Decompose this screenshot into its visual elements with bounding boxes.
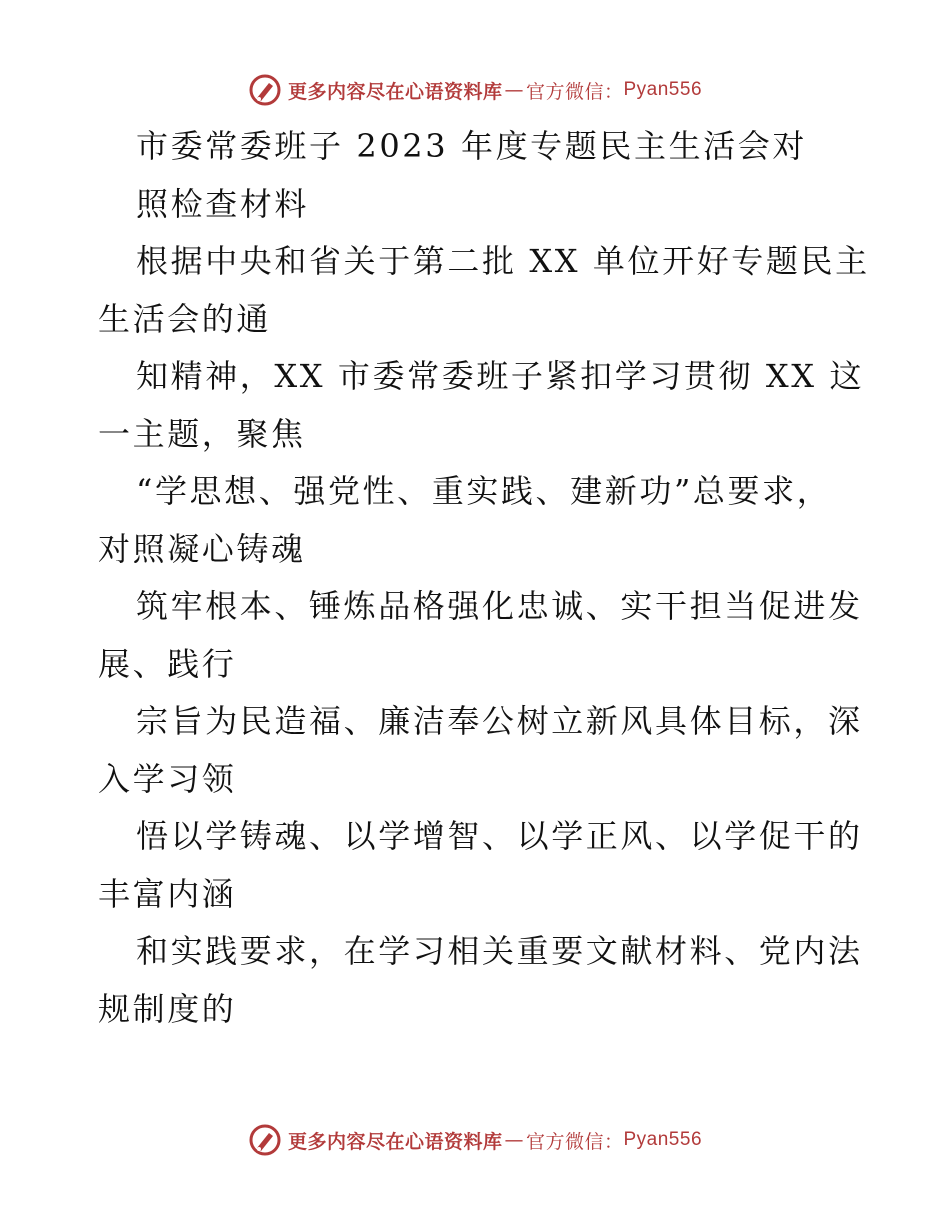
paragraph-line: 展、践行 [98,644,237,683]
watermark-sub-text: 官方微信： [525,1130,624,1153]
paragraph-line: 规制度的 [98,989,237,1028]
watermark-id: Pyan556 [623,1129,703,1150]
paragraph-line: 一主题，聚焦 [98,414,306,453]
paragraph-line: 根据中央和省关于第二批 XX 单位开好专题民主 [136,242,870,280]
title-line-2: 照检查材料 [136,184,310,223]
pen-logo-icon [248,1123,282,1157]
paragraph-line: 丰富内涵 [98,874,237,913]
watermark-dash: — [504,79,524,101]
paragraph-line: 知精神，XX 市委常委班子紧扣学习贯彻 XX 这 [136,357,865,395]
watermark-main-text: 更多内容尽在心语资料库 [287,80,503,103]
paragraph-line: 对照凝心铸魂 [98,529,306,568]
paragraph-line: “学思想、强党性、重实践、建新功”总要求， [136,472,832,510]
watermark-id: Pyan556 [623,79,703,100]
paragraph-line: 宗旨为民造福、廉洁奉公树立新风具体目标，深 [136,702,863,740]
title-line-1: 市委常委班子 2023 年度专题民主生活会对 [136,127,807,165]
watermark-dash: — [504,1129,524,1151]
watermark-sub-text: 官方微信： [525,80,624,103]
header-watermark [0,70,950,110]
paragraph-line: 入学习领 [98,759,237,798]
document-body [98,118,870,1038]
paragraph-line: 悟以学铸魂、以学增智、以学正风、以学促干的 [136,817,863,855]
paragraph-line: 筑牢根本、锤炼品格强化忠诚、实干担当促进发 [136,587,863,625]
footer-watermark [0,1120,950,1160]
pen-logo-icon [248,73,282,107]
paragraph-line: 和实践要求，在学习相关重要文献材料、党内法 [136,932,863,970]
paragraph-line: 生活会的通 [98,299,272,338]
watermark-main-text: 更多内容尽在心语资料库 [287,1130,503,1153]
